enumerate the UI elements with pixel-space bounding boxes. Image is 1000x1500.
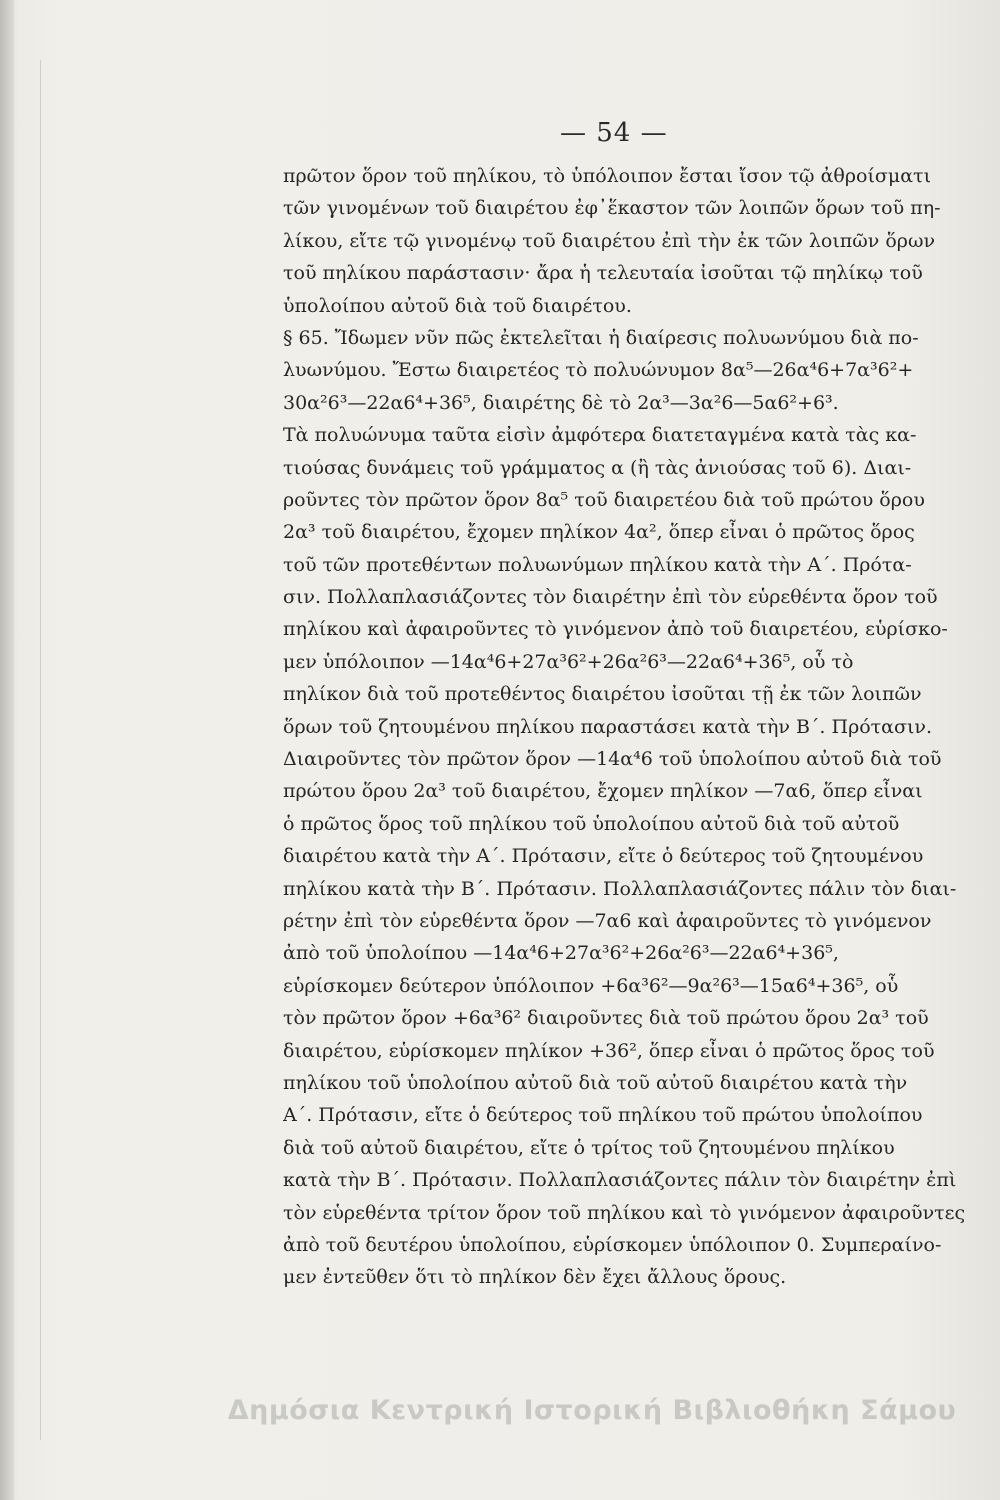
- page-fold-line: [40, 60, 41, 1440]
- text-line: μεν ἐντεῦθεν ὅτι τὸ πηλίκον δὲν ἔχει ἄλλους ὅρους.: [283, 1266, 787, 1289]
- text-line: ὁ πρῶτος ὅρος τοῦ πηλίκου τοῦ ὑπολοίπου αὐτοῦ διὰ τοῦ αὐτοῦ: [283, 812, 900, 835]
- text-line: ἀπὸ τοῦ δευτέρου ὑπολοίπου, εὑρίσκομεν ὑπόλοιπον 0. Συμπεραίνο-: [283, 1233, 942, 1256]
- text-line: εὑρίσκομεν δεύτερον ὑπόλοιπον +6α³6²—9α²6³—15α6⁴+36⁵, οὗ: [283, 974, 899, 997]
- text-line: διαιρέτου, εὑρίσκομεν πηλίκον +36², ὅπερ εἶναι ὁ πρῶτος ὅρος τοῦ: [283, 1039, 935, 1062]
- text-line: § 65. Ἴδωμεν νῦν πῶς ἐκτελεῖται ἡ διαίρεσις πολυωνύμου διὰ πο-: [283, 326, 919, 349]
- library-watermark: Δημόσια Κεντρική Ιστορική Βιβλιοθήκη Σάμου: [227, 1395, 957, 1426]
- text-line: τοῦ τῶν προτεθέντων πολυωνύμων πηλίκου κατὰ τὴν Α΄. Πρότα-: [283, 553, 912, 576]
- text-line: 2α³ τοῦ διαιρέτου, ἔχομεν πηλίκον 4α², ὅπερ εἶναι ὁ πρῶτος ὅρος: [283, 521, 915, 544]
- text-line: λυωνύμου. Ἔστω διαιρετέος τὸ πολυώνυμον 8α⁵—26α⁴6+7α³6²+: [283, 359, 914, 382]
- text-line: λίκου, εἴτε τῷ γινομένῳ τοῦ διαιρέτου ἐπὶ τὴν ἐκ τῶν λοιπῶν ὅρων: [283, 229, 936, 252]
- page-binding-edge: [0, 0, 14, 1500]
- text-line: πρῶτον ὅρον τοῦ πηλίκου, τὸ ὑπόλοιπον ἔσται ἴσον τῷ ἀθροίσματι: [283, 165, 932, 187]
- text-line: πηλίκου καὶ ἀφαιροῦντες τὸ γινόμενον ἀπὸ τοῦ διαιρετέου, εὑρίσκο-: [283, 618, 948, 641]
- text-line: πρώτου ὅρου 2α³ τοῦ διαιρέτου, ἔχομεν πηλίκον —7α6, ὅπερ εἶναι: [283, 780, 923, 803]
- text-line: τὸν πρῶτον ὅρον +6α³6² διαιροῦντες διὰ τοῦ πρώτου ὅρου 2α³ τοῦ: [283, 1007, 929, 1030]
- text-line: σιν. Πολλαπλασιάζοντες τὸν διαιρέτην ἐπὶ τὸν εὑρεθέντα ὅρον τοῦ: [283, 586, 938, 609]
- text-line: ὑπολοίπου αὐτοῦ διὰ τοῦ διαιρέτου.: [283, 294, 632, 317]
- text-line: 30α²6³—22α6⁴+36⁵, διαιρέτης δὲ τὸ 2α³—3α²6—5α6²+6³.: [283, 391, 839, 414]
- text-line: Τὰ πολυώνυμα ταῦτα εἰσὶν ἀμφότερα διατεταγμένα κατὰ τὰς κα-: [283, 424, 917, 447]
- text-line: κατὰ τὴν Β΄. Πρότασιν. Πολλαπλασιάζοντες πάλιν τὸν διαιρέτην ἐπὶ: [283, 1169, 957, 1192]
- text-line: Διαιροῦντες τὸν πρῶτον ὅρον —14α⁴6 τοῦ ὑπολοίπου αὐτοῦ διὰ τοῦ: [283, 748, 942, 771]
- text-line: διὰ τοῦ αὐτοῦ διαιρέτου, εἴτε ὁ τρίτος τοῦ ζητουμένου πηλίκου: [283, 1136, 895, 1159]
- body-text: [283, 160, 995, 1294]
- text-line: Α΄. Πρότασιν, εἴτε ὁ δεύτερος τοῦ πηλίκου τοῦ πρώτου ὑπολοίπου: [283, 1104, 923, 1127]
- text-line: μεν ὑπόλοιπον —14α⁴6+27α³6²+26α²6³—22α6⁴+36⁵, οὗ τὸ: [283, 650, 854, 673]
- text-line: τῶν γινομένων τοῦ διαιρέτου ἐφ᾽ἕκαστον τῶν λοιπῶν ὅρων τοῦ πη-: [283, 197, 941, 220]
- text-line: ρέτην ἐπὶ τὸν εὑρεθέντα ὅρον —7α6 καὶ ἀφαιροῦντες τὸ γινόμενον: [283, 909, 932, 932]
- text-line: τοῦ πηλίκου παράστασιν· ἄρα ἡ τελευταία ἰσοῦται τῷ πηλίκῳ τοῦ: [283, 262, 923, 285]
- text-line: ἀπὸ τοῦ ὑπολοίπου —14α⁴6+27α³6²+26α²6³—22α6⁴+36⁵,: [283, 942, 839, 965]
- text-line: πηλίκον διὰ τοῦ προτεθέντος διαιρέτου ἰσοῦται τῇ ἐκ τῶν λοιπῶν: [283, 683, 922, 706]
- text-line: πηλίκου κατὰ τὴν Β΄. Πρότασιν. Πολλαπλασιάζοντες πάλιν τὸν διαι-: [283, 877, 957, 900]
- text-line: ροῦντες τὸν πρῶτον ὅρον 8α⁵ τοῦ διαιρετέου διὰ τοῦ πρώτου ὅρου: [283, 488, 925, 511]
- page-number: — 54 —: [560, 118, 668, 148]
- text-line: τὸν εὑρεθέντα τρίτον ὅρον τοῦ πηλίκου καὶ τὸ γινόμενον ἀφαιροῦντες: [283, 1201, 966, 1224]
- text-line: διαιρέτου κατὰ τὴν Α΄. Πρότασιν, εἴτε ὁ δεύτερος τοῦ ζητουμένου: [283, 845, 924, 868]
- text-line: τιούσας δυνάμεις τοῦ γράμματος α (ἢ τὰς ἀνιούσας τοῦ 6). Διαι-: [283, 456, 912, 479]
- text-line: ὅρων τοῦ ζητουμένου πηλίκου παραστάσει κατὰ τὴν Β΄. Πρότασιν.: [283, 715, 933, 738]
- text-line: πηλίκου τοῦ ὑπολοίπου αὐτοῦ διὰ τοῦ αὐτοῦ διαιρέτου κατὰ τὴν: [283, 1071, 908, 1094]
